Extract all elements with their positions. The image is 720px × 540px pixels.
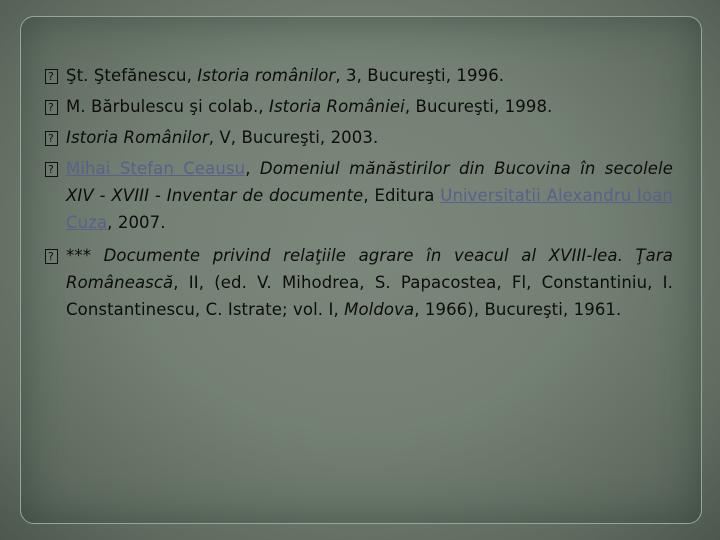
entry-details: , Editura bbox=[363, 186, 441, 205]
bibliography-entry-4 bbox=[48, 155, 673, 236]
entry-volume-title: Moldova bbox=[344, 300, 415, 319]
entry-details: , 3, Bucureşti, 1996. bbox=[335, 66, 505, 85]
entry-prefix: *** bbox=[66, 246, 104, 265]
author-link[interactable]: Mihai Stefan Ceausu bbox=[66, 159, 246, 178]
entry-details: , Bucureşti, 1998. bbox=[404, 97, 553, 116]
entry-separator: , bbox=[245, 159, 260, 178]
bibliography-entry-1 bbox=[48, 62, 673, 89]
entry-author: Şt. Ştefănescu, bbox=[66, 66, 198, 85]
entry-title: Istoria României bbox=[268, 97, 405, 116]
bibliography-entry-5 bbox=[48, 242, 673, 323]
bullet-icon bbox=[45, 131, 58, 146]
publisher-link[interactable]: Universitatii Alexandru Ioan Cuza bbox=[66, 186, 673, 232]
entry-title: Domeniul mănăstirilor din Bucovina în secolele XIV - XVIII - Inventar de documente bbox=[66, 159, 673, 205]
entry-title: Istoria Românilor bbox=[66, 128, 209, 147]
entry-author: M. Bărbulescu şi colab., bbox=[66, 97, 269, 116]
bibliography-list bbox=[48, 62, 673, 327]
entry-details: , V, Bucureşti, 2003. bbox=[208, 128, 379, 147]
bullet-icon bbox=[45, 100, 58, 115]
entry-title: Documente privind relaţiile agrare în veacul al XVIII-lea. Ţara Românească bbox=[66, 246, 673, 292]
entry-year: , 1966), Bucureşti, 1961. bbox=[414, 300, 622, 319]
bullet-icon bbox=[45, 69, 58, 84]
bibliography-entry-3 bbox=[48, 124, 673, 151]
entry-details: , II, (ed. V. Mihodrea, S. Papacostea, Fl, Constantiniu, I. Constantinescu, C. Istrate; vol. I, bbox=[66, 273, 673, 319]
bullet-icon bbox=[45, 162, 58, 177]
entry-title: Istoria românilor bbox=[197, 66, 336, 85]
bullet-icon bbox=[45, 249, 58, 264]
bibliography-entry-2 bbox=[48, 93, 673, 120]
entry-year: , 2007. bbox=[107, 213, 166, 232]
